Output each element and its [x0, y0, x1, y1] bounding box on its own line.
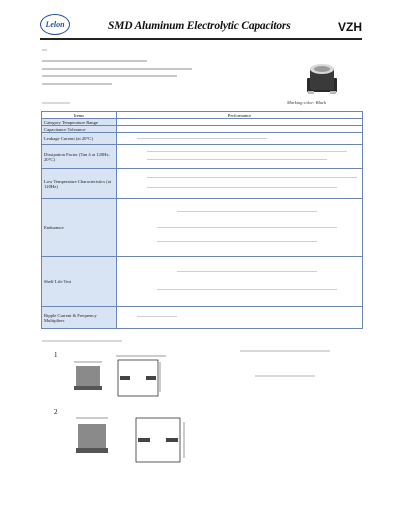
- series-code: VZH: [338, 20, 362, 34]
- row-value: [117, 169, 363, 199]
- lelon-logo: [40, 14, 70, 35]
- row-value: [117, 307, 363, 329]
- header-rule: [40, 38, 362, 40]
- row-value: [117, 133, 363, 145]
- figure-1-label: [54, 351, 58, 359]
- note-line: [255, 375, 315, 377]
- row-value: [117, 126, 363, 133]
- row-label: Category Temperature Range: [42, 119, 117, 126]
- row-label: Endurance: [42, 199, 117, 257]
- specification-table: [41, 111, 363, 329]
- row-value: [117, 119, 363, 126]
- feature-line: [42, 60, 147, 62]
- row-label: Low Temperature Characteristics (at 120Hz): [42, 169, 117, 199]
- logo-text: Lelon: [45, 20, 65, 29]
- row-label: Leakage Current (at 20°C): [42, 133, 117, 145]
- row-label: Ripple Current & Frequency Multipliers: [42, 307, 117, 329]
- col-header-performance: Performance: [117, 112, 363, 119]
- row-label: Capacitance Tolerance: [42, 126, 117, 133]
- section-heading: [42, 340, 122, 342]
- figure-1-number: 1: [54, 351, 58, 359]
- feature-line: [42, 83, 112, 85]
- feature-line: [42, 49, 47, 51]
- page-title: SMD Aluminum Electrolytic Capacitors: [108, 20, 291, 32]
- row-label: Shelf Life Test: [42, 257, 117, 307]
- dimension-drawing-1: [66, 352, 196, 402]
- col-header-items: Items: [42, 112, 117, 119]
- row-label: Dissipation Factor (Tan δ at 120Hz, 20°C): [42, 145, 117, 169]
- row-value: [117, 145, 363, 169]
- row-value: [117, 199, 363, 257]
- feature-line: [42, 75, 177, 77]
- section-heading: [42, 102, 70, 104]
- figure-2-number: 2: [54, 408, 58, 416]
- row-value: [117, 257, 363, 307]
- capacitor-photo: [305, 60, 339, 96]
- note-line: [240, 350, 330, 352]
- marking-caption: Marking color: Black: [287, 100, 326, 105]
- dimension-drawing-2: [66, 410, 206, 468]
- figure-2-label: [54, 408, 58, 416]
- feature-line: [42, 68, 192, 70]
